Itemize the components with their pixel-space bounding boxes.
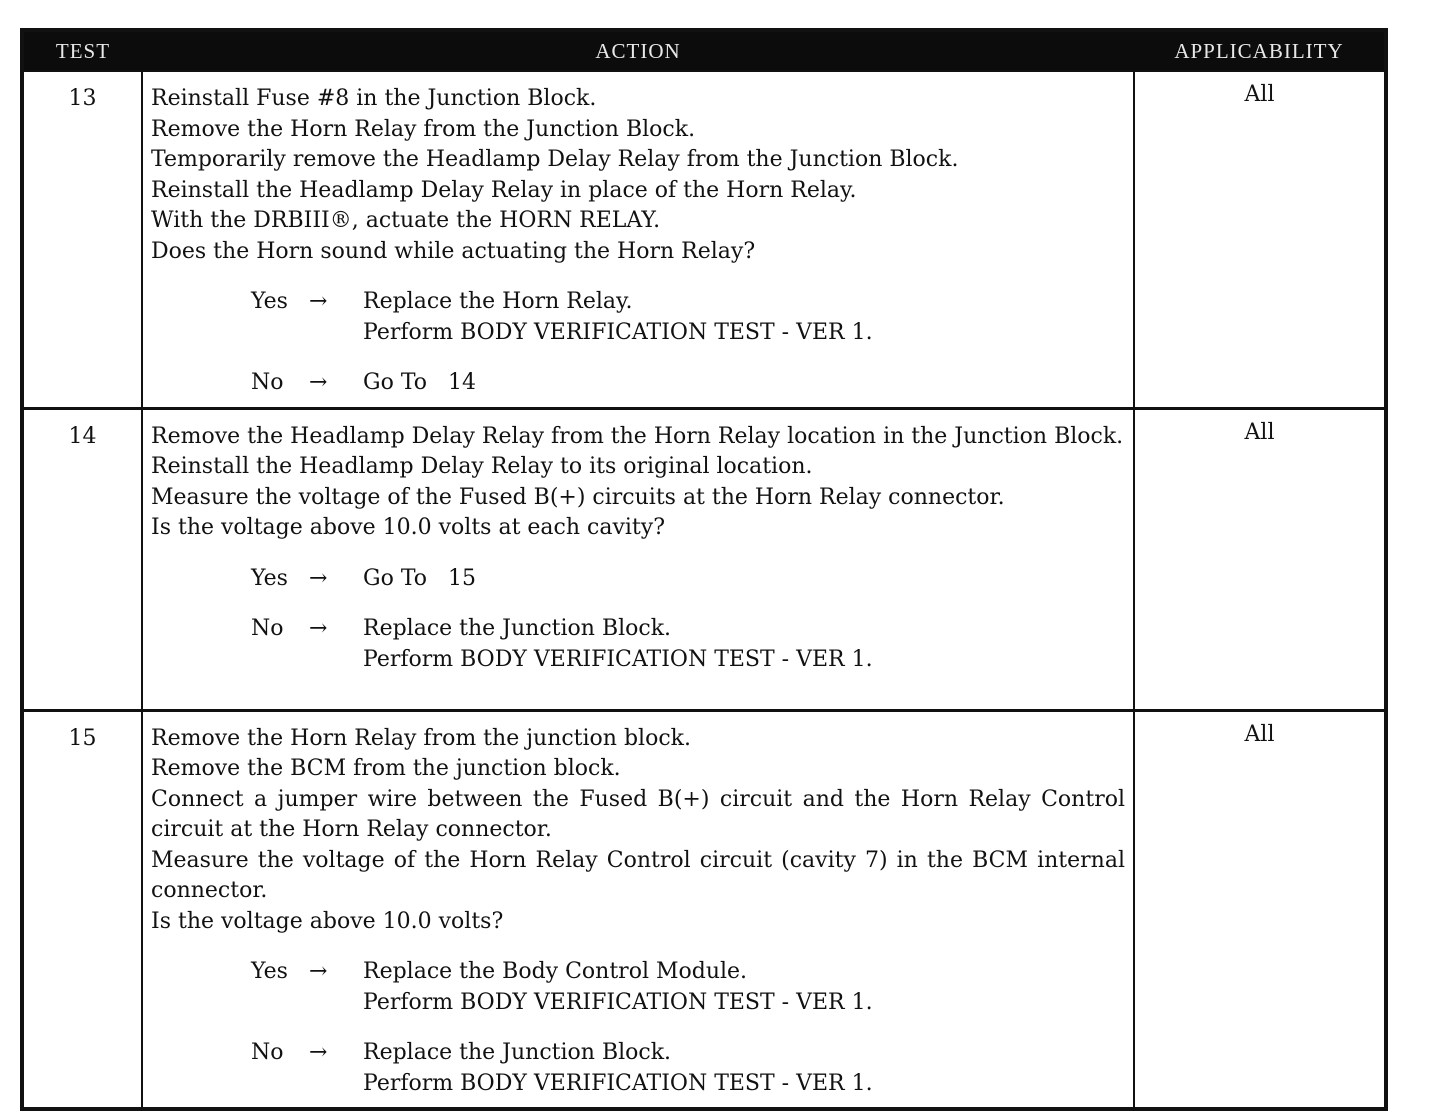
result-line: Go To 15	[363, 565, 476, 591]
applicability-value: All	[1134, 710, 1386, 1109]
yes-label: Yes	[251, 959, 288, 984]
result-line: Perform BODY VERIFICATION TEST - VER 1.	[363, 989, 873, 1015]
action-step: With the DRBIII®, actuate the HORN RELAY.	[151, 208, 661, 233]
action-cell	[142, 71, 1134, 408]
table-header-row	[22, 30, 1386, 71]
header-test: TEST	[22, 30, 142, 71]
result-line: Replace the Junction Block.	[363, 616, 672, 641]
yes-label: Yes	[251, 565, 288, 591]
no-result	[363, 368, 1125, 399]
table-row-test-14	[22, 408, 1386, 710]
result-line: Go To 14	[363, 370, 476, 395]
result-line: Replace the Junction Block.	[363, 1040, 672, 1065]
action-step: Is the voltage above 10.0 volts?	[151, 908, 504, 934]
result-line: Perform BODY VERIFICATION TEST - VER 1.	[363, 319, 873, 345]
yes-branch	[251, 564, 1125, 595]
right-arrow-icon: →	[309, 959, 328, 984]
no-result	[363, 1038, 1125, 1099]
header-action: ACTION	[142, 30, 1134, 71]
action-cell	[142, 408, 1134, 710]
action-step: Measure the voltage of the Horn Relay Control circuit (cavity 7) in the BCM internal connector.	[151, 847, 1125, 903]
result-line: Replace the Horn Relay.	[363, 289, 633, 314]
yes-label: Yes	[251, 289, 288, 314]
test-number: 14	[22, 408, 142, 710]
action-step: Remove the Headlamp Delay Relay from the Horn Relay location in the Junction Block.	[151, 423, 1124, 449]
diagnostic-procedure-page	[20, 28, 1388, 1098]
action-step: Does the Horn sound while actuating the Horn Relay?	[151, 238, 756, 264]
right-arrow-icon: →	[309, 370, 328, 395]
action-step: Reinstall Fuse #8 in the Junction Block.	[151, 86, 597, 111]
no-result	[363, 614, 1125, 675]
no-label: No	[251, 1040, 284, 1065]
header-applicability: APPLICABILITY	[1134, 30, 1386, 71]
action-cell	[142, 710, 1134, 1109]
diagnostic-table	[20, 28, 1388, 1111]
applicability-value: All	[1134, 408, 1386, 710]
yes-result	[363, 564, 1125, 595]
yes-branch	[251, 957, 1125, 1018]
right-arrow-icon: →	[309, 1040, 328, 1065]
test-number: 13	[22, 71, 142, 408]
action-step: Reinstall the Headlamp Delay Relay in place of the Horn Relay.	[151, 177, 857, 203]
action-step: Connect a jumper wire between the Fused B(+) circuit and the Horn Relay Control circuit at the Horn Relay connector.	[151, 786, 1125, 842]
result-line: Perform BODY VERIFICATION TEST - VER 1.	[363, 646, 873, 672]
right-arrow-icon: →	[309, 616, 328, 641]
no-branch	[251, 614, 1125, 675]
action-step: Remove the BCM from the junction block.	[151, 756, 621, 781]
action-step: Is the voltage above 10.0 volts at each cavity?	[151, 515, 665, 540]
action-step: Temporarily remove the Headlamp Delay Relay from the Junction Block.	[151, 147, 959, 172]
action-step: Reinstall the Headlamp Delay Relay to its original location.	[151, 454, 813, 479]
result-line: Replace the Body Control Module.	[363, 959, 748, 984]
action-step: Remove the Horn Relay from the Junction Block.	[151, 116, 696, 142]
applicability-value: All	[1134, 71, 1386, 408]
no-label: No	[251, 370, 284, 395]
table-row-test-13	[22, 71, 1386, 408]
no-branch	[251, 368, 1125, 399]
yes-result	[363, 957, 1125, 1018]
action-step: Measure the voltage of the Fused B(+) circuits at the Horn Relay connector.	[151, 484, 1005, 510]
right-arrow-icon: →	[309, 289, 328, 314]
yes-result	[363, 287, 1125, 348]
table-row-test-15	[22, 710, 1386, 1109]
right-arrow-icon: →	[309, 565, 328, 591]
action-step: Remove the Horn Relay from the junction block.	[151, 725, 691, 751]
no-label: No	[251, 616, 284, 641]
no-branch	[251, 1038, 1125, 1099]
test-number: 15	[22, 710, 142, 1109]
result-line: Perform BODY VERIFICATION TEST - VER 1.	[363, 1070, 873, 1096]
yes-branch	[251, 287, 1125, 348]
